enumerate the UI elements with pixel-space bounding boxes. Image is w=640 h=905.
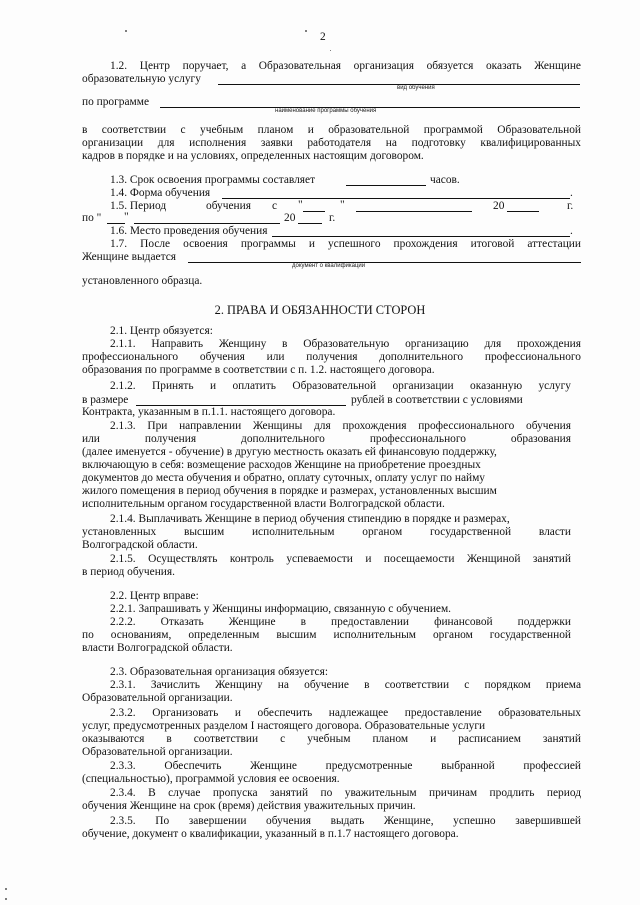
blank-line-hours bbox=[346, 185, 426, 186]
blank-line-study-form bbox=[222, 198, 570, 199]
start-year-suffix: г. bbox=[567, 200, 574, 212]
blank-line-start-month bbox=[356, 211, 472, 212]
quote-mark: " bbox=[298, 199, 303, 211]
clause-2-3-head: 2.3. Образовательная организация обязуется: bbox=[110, 666, 329, 678]
clause-1-7-line-3: установленного образца. bbox=[82, 275, 203, 287]
clause-1-2-line-2: образовательную услугу bbox=[82, 73, 201, 85]
clause-2-1-3-line-5: документов до места обучения и обратно, оплату суточных, оплату услуг по найму bbox=[82, 472, 485, 484]
clause-2-3-2-line-2: услуг, предусмотренных разделом I настоящего договора. Образовательные услуги bbox=[82, 720, 486, 732]
clause-2-1-3-line-1: 2.1.3. При направлении Женщины для прохождения профессионального обучения bbox=[110, 420, 571, 432]
clause-2-1-3-line-7: исполнительным органом государственной власти Волгоградской области. bbox=[82, 498, 445, 510]
end-year-suffix: г. bbox=[329, 212, 336, 224]
section-2-title: 2. ПРАВА И ОБЯЗАННОСТИ СТОРОН bbox=[214, 303, 426, 317]
clause-1-6-end: . bbox=[570, 225, 573, 237]
clause-2-1-4-line-2: установленных высшим исполнительным органом государственной власти bbox=[82, 526, 571, 538]
clause-2-1-2-line-2a: в размере bbox=[82, 394, 129, 406]
clause-2-1-2-line-2b: рублей в соответствии с условиями bbox=[351, 394, 523, 406]
clause-1-2-line-3: по программе bbox=[82, 96, 150, 108]
clause-1-5-word: обучения bbox=[206, 200, 251, 212]
clause-2-3-1-line-1: 2.3.1. Зачислить Женщину на обучение в соответствии с порядком приема bbox=[110, 679, 581, 691]
accord-line-3: кадров в порядке и на условиях, определенных настоящим договором. bbox=[82, 150, 424, 162]
blank-line-start-day bbox=[303, 211, 325, 212]
quote-mark: " bbox=[340, 199, 345, 211]
start-year-prefix: 20 bbox=[493, 200, 505, 212]
clause-2-1-4-line-1: 2.1.4. Выплачивать Женщине в период обучения стипендию в порядке и размерах, bbox=[110, 513, 510, 525]
scan-speck bbox=[330, 50, 331, 51]
clause-2-3-5-line-1: 2.3.5. По завершении обучения выдать Женщине, успешно завершившей bbox=[110, 815, 581, 827]
accord-line-1: в соответствии с учебным планом и образовательной программой Образовательной bbox=[82, 124, 581, 136]
clause-2-2-2-line-1: 2.2.2. Отказать Женщине в предоставлении финансовой поддержки bbox=[110, 616, 571, 628]
clause-2-3-2-line-3: оказываются в соответствии с учебным планом и расписанием занятий bbox=[82, 733, 581, 745]
clause-2-3-3-line-1: 2.3.3. Обеспечить Женщине предусмотренные выбранной профессией bbox=[110, 760, 581, 772]
blank-line-end-day bbox=[107, 223, 125, 224]
clause-2-1-3-line-6: жилого помещения в период обучения в порядке и размерах, установленных высшим bbox=[82, 485, 497, 497]
blank-line-end-month bbox=[134, 223, 280, 224]
end-year-prefix: 20 bbox=[284, 212, 296, 224]
clause-2-3-4-line-1: 2.3.4. В случае пропуска занятий по уважительным причинам продлить период bbox=[110, 787, 581, 799]
clause-1-4-end: . bbox=[570, 187, 573, 199]
clause-2-1-5-line-2: в период обучения. bbox=[82, 566, 175, 578]
clause-1-2-line-1: 1.2. Центр поручает, а Образовательная организация обязуется оказать Женщине bbox=[110, 60, 581, 72]
clause-2-1-3-line-2: или получения дополнительного профессионального образования bbox=[82, 433, 571, 445]
clause-2-2-head: 2.2. Центр вправе: bbox=[110, 590, 199, 602]
clause-2-1-1-line-1: 2.1.1. Направить Женщину в Образовательную организацию для прохождения bbox=[110, 338, 581, 350]
scan-speck bbox=[125, 30, 127, 32]
clause-2-1-5-line-1: 2.1.5. Осуществлять контроль успеваемости и посещаемости Женщиной занятий bbox=[110, 553, 571, 565]
scan-speck bbox=[5, 898, 7, 900]
scan-speck bbox=[305, 30, 307, 32]
blank-line-start-year bbox=[507, 211, 539, 212]
caption-study-type: вид обучения bbox=[397, 85, 435, 91]
caption-program-name: наименование программы обучения bbox=[275, 108, 377, 114]
clause-1-4: 1.4. Форма обучения bbox=[110, 187, 211, 199]
clause-1-7-line-2: Женщине выдается bbox=[82, 251, 176, 263]
blank-line-end-year bbox=[298, 223, 322, 224]
blank-line-study-place bbox=[272, 236, 570, 237]
clause-2-3-5-line-2: обучение, документ о квалификации, указанный в п.1.7 настоящего договора. bbox=[82, 828, 459, 840]
page-number: 2 bbox=[320, 31, 326, 43]
clause-2-1-1-line-2: профессионального обучения или получения дополнительного профессионального bbox=[82, 351, 581, 363]
clause-2-1-3-line-3: (далее именуется - обучение) в другую местность оказать ей финансовую поддержку, bbox=[82, 446, 497, 458]
clause-1-5-to: по " bbox=[82, 212, 102, 224]
clause-1-5-label: 1.5. Период bbox=[110, 200, 167, 212]
clause-2-2-2-line-3: власти Волгоградской области. bbox=[82, 642, 233, 654]
caption-qualification-doc: документ о квалификации bbox=[292, 263, 366, 269]
clause-2-1-3-line-4: включающую в себя: возмещение расходов Женщине на приобретение проездных bbox=[82, 459, 481, 471]
clause-1-6: 1.6. Место проведения обучения bbox=[110, 225, 268, 237]
clause-1-5-from: с bbox=[272, 200, 278, 212]
clause-1-3-suffix: часов. bbox=[430, 174, 460, 186]
clause-2-2-1: 2.2.1. Запрашивать у Женщины информацию, связанную с обучением. bbox=[110, 603, 452, 615]
clause-2-1-4-line-3: Волгоградской области. bbox=[82, 539, 198, 551]
clause-2-1-2-line-3: Контракта, указанным в п.1.1. настоящего договора. bbox=[82, 406, 336, 418]
clause-2-1-2-line-1: 2.1.2. Принять и оплатить Образовательной организации оказанную услугу bbox=[110, 380, 571, 392]
scan-speck bbox=[5, 888, 7, 890]
clause-2-1-head: 2.1. Центр обязуется: bbox=[110, 325, 213, 337]
quote-mark: " bbox=[124, 211, 129, 223]
clause-2-3-4-line-2: обучения Женщине на срок (время) действия уважительных причин. bbox=[82, 800, 416, 812]
clause-2-1-1-line-3: образования по программе в соответствии с п. 1.2. настоящего договора. bbox=[82, 364, 435, 376]
clause-1-7-line-1: 1.7. После освоения программы и успешного прохождения итоговой аттестации bbox=[110, 238, 581, 250]
clause-1-3: 1.3. Срок освоения программы составляет bbox=[110, 174, 316, 186]
clause-2-3-3-line-2: (специальностью), программой условия ее освоения. bbox=[82, 773, 340, 785]
clause-2-3-1-line-2: Образовательной организации. bbox=[82, 692, 233, 704]
clause-2-2-2-line-2: по основаниям, определенным высшим исполнительным органом государственной bbox=[82, 629, 571, 641]
clause-2-3-2-line-1: 2.3.2. Организовать и обеспечить надлежащее предоставление образовательных bbox=[110, 707, 581, 719]
accord-line-2: организации для исполнения заявки работодателя на подготовку квалифицированных bbox=[82, 137, 581, 149]
clause-2-3-2-line-4: Образовательной организации. bbox=[82, 746, 233, 758]
blank-line-qualification-doc bbox=[188, 262, 581, 263]
